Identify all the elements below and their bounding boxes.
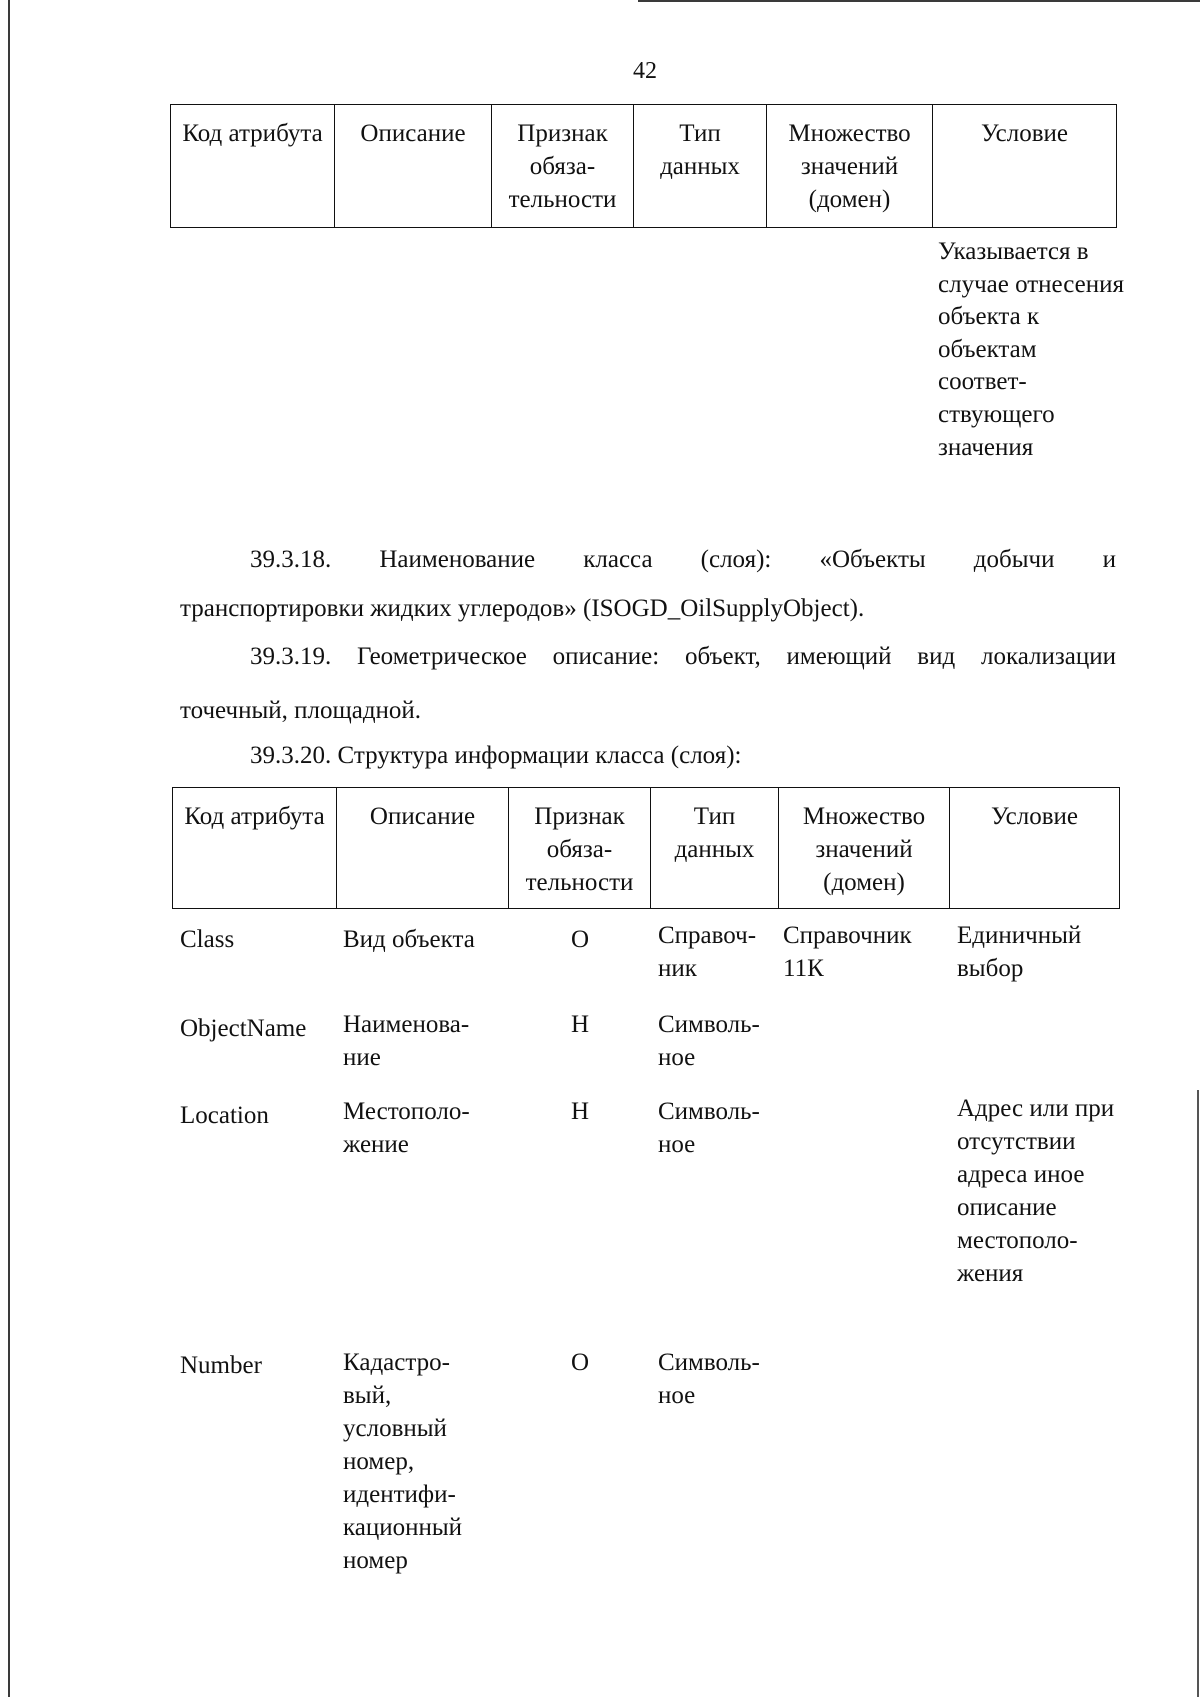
header-required: Признак обяза- тельности	[492, 105, 634, 228]
header-condition: Условие	[933, 105, 1117, 228]
row-condition: Адрес или при отсутствии адреса иное описание местополо- жения	[957, 1095, 1115, 1287]
row-description: Местополо- жение	[343, 1098, 470, 1158]
row-type: Справоч- ник	[658, 922, 757, 982]
header-type: Тип данных	[634, 105, 767, 228]
row-required: О	[570, 1349, 590, 1376]
header-condition: Условие	[950, 788, 1120, 909]
header-domain: Множество значений (домен)	[767, 105, 933, 228]
row-required: О	[570, 926, 590, 953]
paragraph-geometry: 39.3.19. Геометрическое описание: объект, имеющий вид локализации	[250, 643, 1116, 670]
paragraph-structure: 39.3.20. Структура информации класса (слоя):	[250, 742, 742, 769]
row-type: Символь- ное	[658, 1011, 760, 1071]
header-code: Код атрибута	[171, 105, 335, 228]
scan-left-edge	[8, 0, 10, 1697]
scan-right-edge	[1197, 1090, 1199, 1697]
row-description: Кадастро- вый, условный номер, идентифи- кационный номер	[343, 1349, 463, 1574]
header-code: Код атрибута	[173, 788, 337, 909]
row-code: Class	[180, 926, 235, 953]
row-code: Number	[180, 1352, 262, 1379]
page-number: 42	[633, 58, 657, 84]
row-type: Символь- ное	[658, 1098, 760, 1158]
paragraph-class-name-cont: транспортировки жидких углеродов» (ISOGD_OilSupplyObject).	[180, 595, 865, 622]
header-description: Описание	[337, 788, 509, 909]
row-domain: Справочник 11К	[783, 922, 912, 982]
continuation-condition: Указывается в случае отнесения объекта к объектам соответ- ствующего значения	[938, 238, 1125, 461]
header-type: Тип данных	[651, 788, 779, 909]
paragraph-class-name: 39.3.18. Наименование класса (слоя): «Объекты добычи и	[250, 546, 1116, 573]
header-description: Описание	[335, 105, 492, 228]
row-description: Вид объекта	[343, 926, 475, 953]
row-code: ObjectName	[180, 1015, 307, 1042]
row-condition: Единичный выбор	[957, 922, 1082, 982]
table-header-1	[170, 104, 1117, 228]
row-required: Н	[570, 1011, 590, 1038]
row-required: Н	[570, 1098, 590, 1125]
header-domain: Множество значений (домен)	[779, 788, 950, 909]
header-required: Признак обяза- тельности	[509, 788, 651, 909]
row-type: Символь- ное	[658, 1349, 760, 1409]
table-header-2	[172, 787, 1120, 909]
scan-top-edge	[638, 0, 1200, 2]
row-description: Наименова- ние	[343, 1011, 470, 1071]
paragraph-geometry-cont: точечный, площадной.	[180, 697, 422, 724]
row-code: Location	[180, 1102, 269, 1129]
